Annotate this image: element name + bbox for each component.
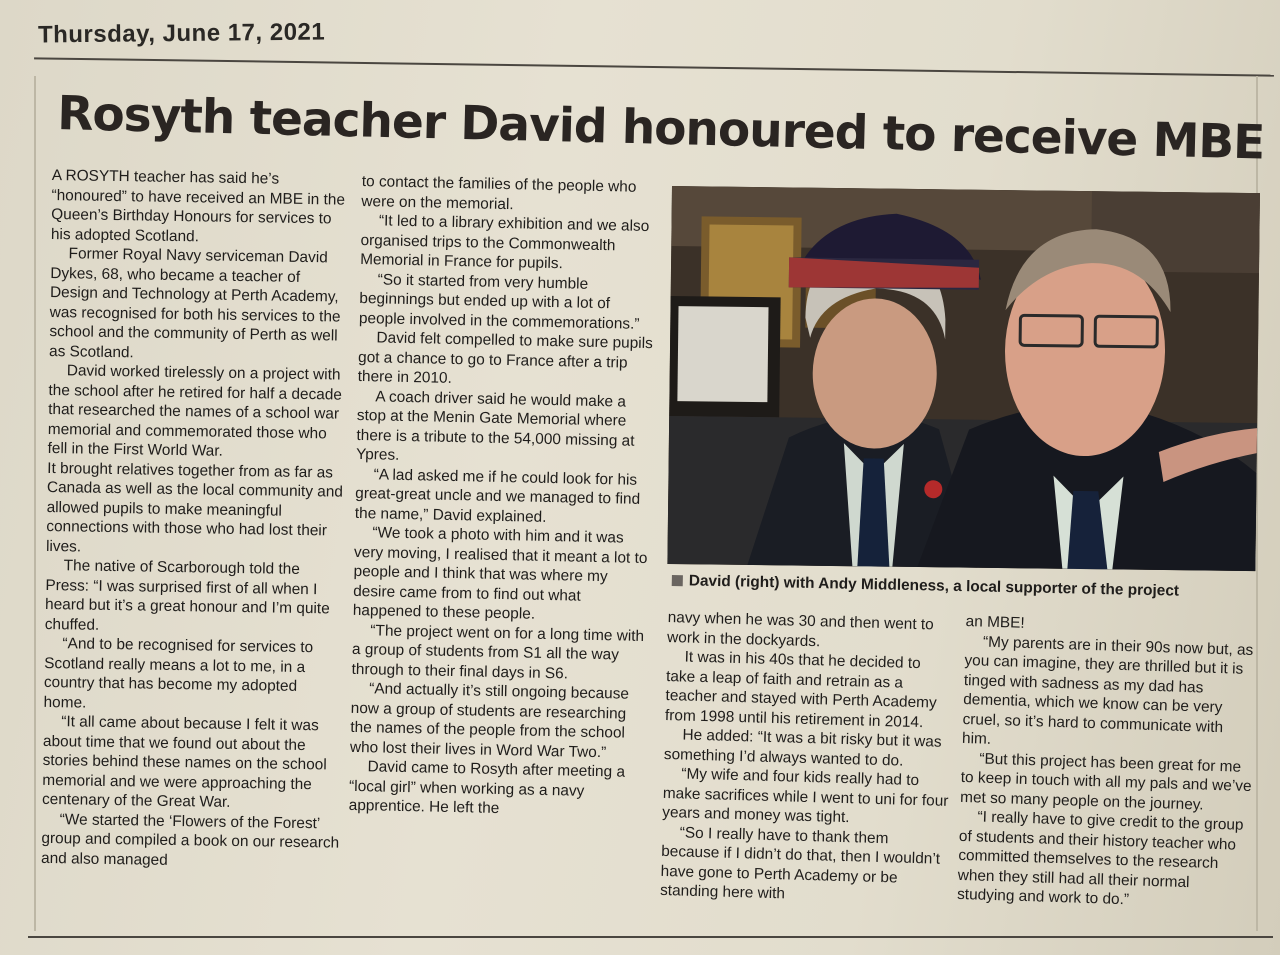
headline: Rosyth teacher David honoured to receive MBE bbox=[56, 86, 1265, 171]
paragraph: “It led to a library exhibition and we also organised trips to the Commonwealth Memorial in France for pupils. bbox=[359, 212, 650, 273]
paragraph: The native of Scarborough told the Press: “I was surprised first of all when I heard but it’s a great honour and I’m quite chuffed. bbox=[44, 557, 330, 634]
paragraph: A ROSYTH teacher has said he’s “honoured” to have received an MBE in the Queen’s Birthday Honours for services to his adopted Scotland. bbox=[50, 166, 346, 245]
paragraph: It brought relatives together from as far as Canada as well as the local community and allowed pupils to make meaningful connections with those who had lost their lives. bbox=[45, 459, 344, 556]
article-column-1 bbox=[41, 166, 350, 873]
paragraph: “So I really have to thank them because if I didn’t do that, then I wouldn’t have gone to Perth Academy or be standing here with bbox=[659, 823, 941, 903]
caption-text: David (right) with Andy Middleness, a local supporter of the project bbox=[688, 572, 1180, 600]
paragraph: David came to Rosyth after meeting a “local girl” when working as a navy apprentice. He left the bbox=[348, 758, 626, 818]
paragraph: an MBE! bbox=[965, 612, 1025, 632]
article-photo bbox=[667, 186, 1260, 571]
paragraph: “I really have to give credit to the group of students and their history teacher who committed themselves to the research when they still had all their normal studying and work to do.” bbox=[956, 808, 1244, 909]
paragraph: “But this project has been great for me to keep in touch with all my pals and we’ve met so many people on the journey. bbox=[959, 749, 1252, 814]
paragraph: “A lad asked me if he could look for his great-great uncle and we managed to find the name,” David explained. bbox=[354, 465, 641, 526]
paragraph: David felt compelled to make sure pupils got a chance to go to France after a trip there in 2010. bbox=[357, 329, 653, 387]
paragraph: navy when he was 30 and then went to work in the dockyards. bbox=[666, 608, 934, 650]
caption-marker-icon bbox=[672, 575, 683, 586]
paragraph: “My wife and four kids really had to make sacrifices while I went to uni for four years and money was tight. bbox=[662, 765, 949, 827]
article-column-3 bbox=[660, 608, 954, 908]
paragraph: “So it started from very humble beginnings but ended up with a lot of people involved in the commemorations.” bbox=[358, 270, 640, 333]
paragraph: “We started the ‘Flowers of the Forest’ group and compiled a book on our research and also managed bbox=[40, 810, 340, 869]
article-column-4 bbox=[957, 612, 1258, 914]
paragraph: “And to be recognised for services to Scotland really means a lot to me, in a country that has become my adopted home. bbox=[43, 635, 314, 712]
paragraph: “My parents are in their 90s now but, as you can imagine, they are thrilled but it is tinged with sadness as my dad has dementia, which we know can be very cruel, so it’s hard to communicate with him. bbox=[961, 633, 1254, 748]
photo-illustration bbox=[667, 186, 1260, 571]
paragraph: “We took a photo with him and it was very moving, I realised that it meant a lot to people and I think that was where my desire came from to find out what happened to these people. bbox=[352, 524, 648, 623]
paragraph: “It all came about because I felt it was about time that we found out about the stories behind these names on the school memorial and we were approaching the centenary of the Great War. bbox=[41, 713, 327, 811]
paragraph: A coach driver said he would make a stop at the Menin Gate Memorial where there is a tribute to the 54,000 missing at Ypres. bbox=[355, 387, 635, 464]
paragraph: Former Royal Navy serviceman David Dykes, 68, who became a teacher of Design and Technology at Perth Academy, was recognised for both his services to the school and the community of Perth as well as Scotland. bbox=[48, 245, 341, 361]
paragraph: “And actually it’s still ongoing because now a group of students are researching the names of the people from the school who lost their lives in Word War Two.” bbox=[349, 680, 630, 761]
paragraph: to contact the families of the people who were on the memorial. bbox=[361, 172, 637, 213]
article-column-2 bbox=[349, 172, 660, 822]
paragraph: David worked tirelessly on a project with the school after he retired for half a decade that researched the names of a school war memorial and commemorated those who fell in the First World War. bbox=[47, 362, 343, 460]
paragraph: He added: “It was a bit risky but it was something I’d always wanted to do. bbox=[663, 726, 942, 770]
dateline: Thursday, June 17, 2021 bbox=[37, 18, 326, 49]
paragraph: It was in his 40s that he decided to take a leap of faith and retrain as a teacher and stayed with Perth Academy from 1998 until his retirement in 2014. bbox=[664, 648, 937, 731]
bottom-rule bbox=[28, 936, 1273, 938]
paragraph: “The project went on for a long time with a group of students from S1 all the way through to their final days in S6. bbox=[351, 621, 645, 682]
